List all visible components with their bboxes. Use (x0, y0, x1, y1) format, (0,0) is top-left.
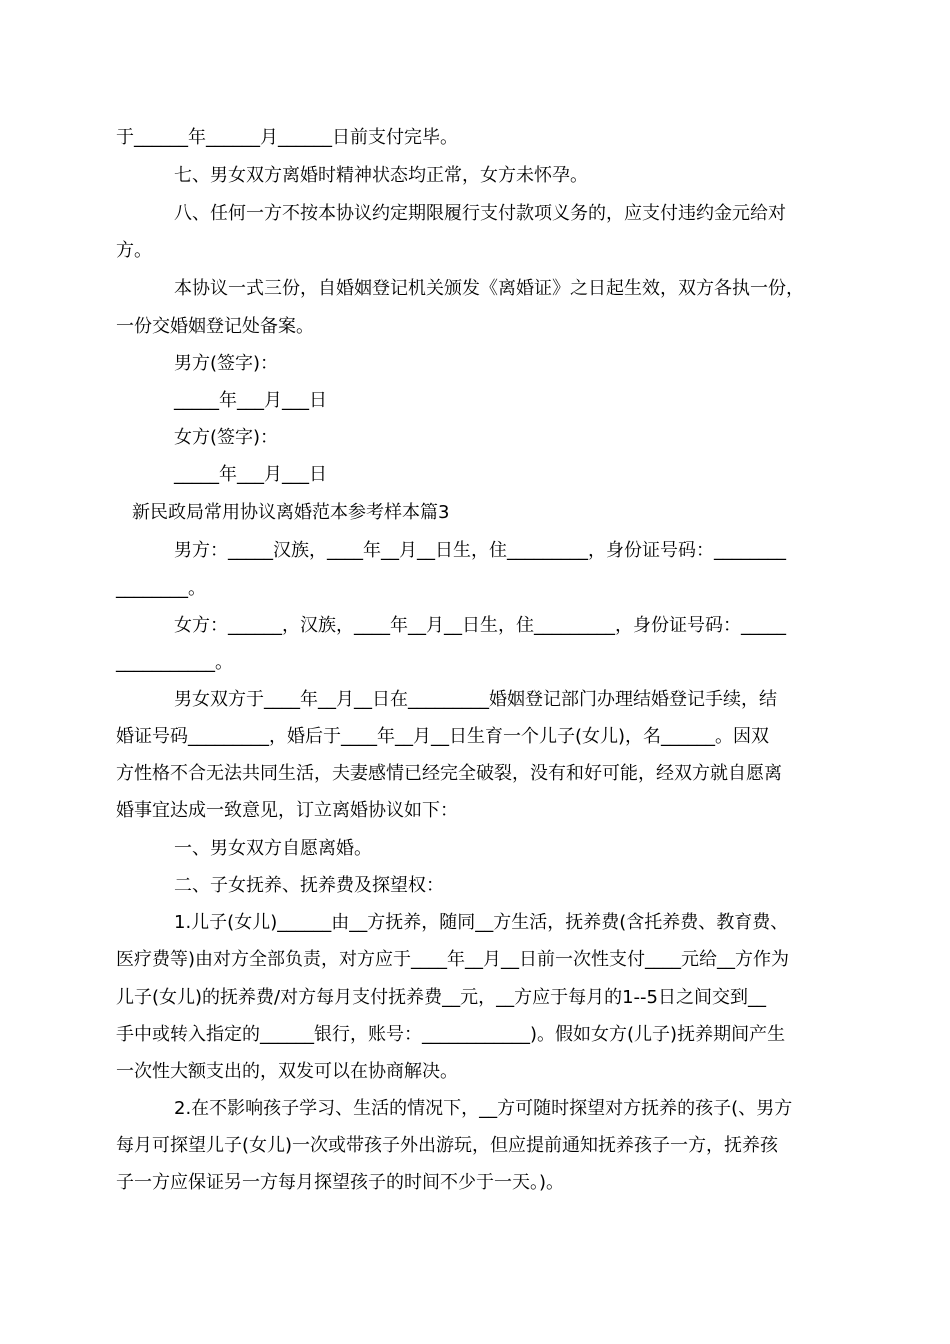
text-line: 一、男女双方自愿离婚。 (174, 838, 372, 859)
text-line: 一份交婚姻登记处备案。 (116, 316, 314, 337)
text-line: 2.在不影响孩子学习、生活的情况下，__方可随时探望对方抚养的孩子(、男方 (174, 1098, 793, 1119)
text-line: 女方(签字)： (174, 427, 279, 448)
text-line: _____年___月___日 (174, 390, 327, 411)
text-line: 儿子(女儿)的抚养费/对方每月支付抚养费__元，__方应于每月的1--5日之间交到__ (116, 987, 767, 1008)
text-line: 1.儿子(女儿)______由__方抚养，随同__方生活，抚养费(含托养费、教育费、 (174, 912, 789, 933)
text-line: 子一方应保证另一方每月探望孩子的时间不少于一天。)。 (116, 1172, 565, 1193)
text-line: 婚证号码_________，婚后于____年__月__日生育一个儿子(女儿)，名______。因双 (116, 726, 770, 747)
text-line: ___________。 (116, 652, 233, 673)
text-line: 医疗费等)由对方全部负责，对方应于____年__月__日前一次性支付____元给__方作为 (116, 949, 790, 970)
text-line: 方。 (116, 240, 152, 261)
text-line: 于______年______月______日前支付完毕。 (116, 127, 458, 148)
text-line: 八、任何一方不按本协议约定期限履行支付款项义务的，应支付违约金元给对 (174, 203, 786, 224)
text-line: 七、男女双方离婚时精神状态均正常，女方未怀孕。 (174, 165, 588, 186)
text-line: 每月可探望儿子(女儿)一次或带孩子外出游玩，但应提前通知抚养孩子一方，抚养孩 (116, 1135, 779, 1156)
text-line: 男方(签字)： (174, 353, 279, 374)
text-line: 方性格不合无法共同生活，夫妻感情已经完全破裂，没有和好可能，经双方就自愿离 (116, 763, 782, 784)
text-line: 本协议一式三份，自婚姻登记机关颁发《离婚证》之日起生效，双方各执一份， (174, 278, 804, 299)
text-line: 二、子女抚养、抚养费及探望权： (174, 875, 444, 896)
text-line: 手中或转入指定的______银行，账号：____________)。假如女方(儿子)抚养期间产生 (116, 1024, 786, 1045)
text-line: 男方：_____汉族，____年__月__日生，住_________，身份证号码：________ (174, 540, 786, 561)
section-heading: 新民政局常用协议离婚范本参考样本篇3 (132, 502, 450, 523)
text-line: 男女双方于____年__月__日在_________婚姻登记部门办理结婚登记手续，结 (174, 689, 777, 710)
text-line: _____年___月___日 (174, 464, 327, 485)
text-line: 婚事宜达成一致意见，订立离婚协议如下： (116, 800, 458, 821)
text-line: 女方：______，汉族，____年__月__日生，住_________，身份证号码：_____ (174, 615, 786, 636)
text-line: 一次性大额支出的，双发可以在协商解决。 (116, 1061, 458, 1082)
text-line: ________。 (116, 578, 206, 599)
